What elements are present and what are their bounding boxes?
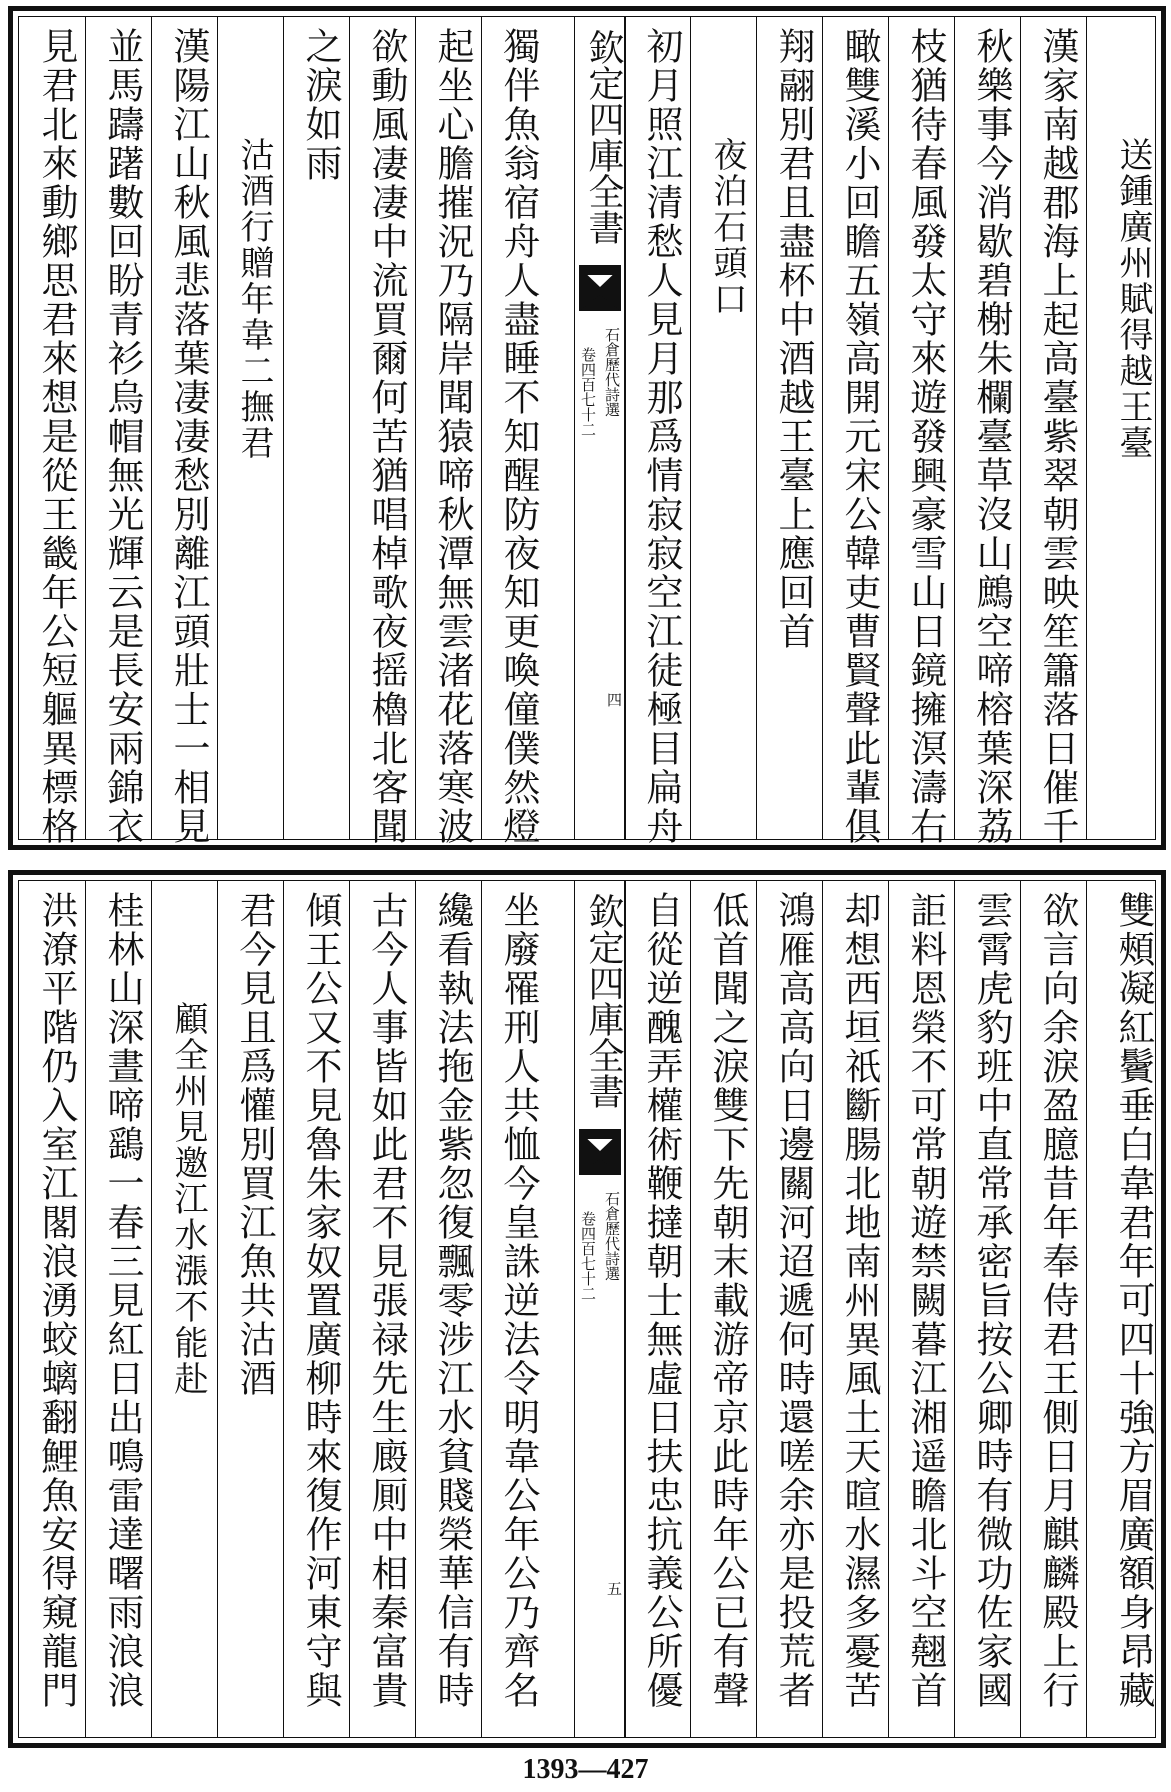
text-column	[690, 881, 756, 1737]
fish-tail-ornament	[579, 265, 621, 311]
page-footer-number: 1393—427	[522, 1754, 649, 1785]
upper-page-frame	[18, 16, 1156, 846]
column-text: 翔翮別君且盡杯中酒越王臺上應回首	[772, 27, 815, 651]
center-title: 欽定四庫全書	[583, 29, 624, 245]
center-volume: 卷四百七十二	[579, 1211, 597, 1301]
center-page-number: 四	[605, 692, 623, 707]
column-text: 枝猶待春風發太守來遊發興豪雪山日鏡擁溟濤右	[904, 27, 947, 846]
center-volume: 卷四百七十二	[579, 347, 597, 437]
column-text: 見君北來動鄉思君來想是從王畿年公短軀異標格	[35, 27, 78, 846]
text-column	[888, 881, 954, 1737]
column-text: 漢陽江山秋風悲落葉凄凄愁別離江頭壯士一相見	[167, 27, 210, 846]
text-column	[888, 17, 954, 846]
text-column	[822, 881, 888, 1737]
fish-tail-ornament	[579, 1129, 621, 1175]
column-text: 低首聞之淚雙下先朝末載游帝京此時年公已有聲	[706, 891, 749, 1710]
column-text: 纔看執法拖金紫忽復飄零涉江水貧賤榮華信有時	[431, 891, 474, 1710]
poem-title: 沽酒行贈年韋二撫君	[234, 137, 274, 461]
text-column	[283, 881, 349, 1737]
column-text: 雙頰凝紅鬢垂白韋君年可四十強方眉廣額身昂藏	[1112, 891, 1155, 1710]
text-column	[954, 881, 1020, 1737]
poem-title: 顧全州見邀江水漲不能赴	[168, 1001, 208, 1397]
column-text: 初月照江清愁人見月那爲情寂寂空江徒極目扁舟	[640, 27, 683, 846]
column-text: 欲動風凄凄中流買爾何苦猶唱棹歌夜摇櫓北客聞	[365, 27, 408, 846]
lower-page-frame	[18, 880, 1156, 1738]
column-text: 獨伴魚翁宿舟人盡睡不知醒防夜知更喚僮僕然燈	[497, 27, 540, 846]
center-fold	[574, 17, 626, 839]
column-text: 瞰雙溪小回瞻五嶺高開元宋公韓吏曹賢聲此輩俱	[838, 27, 881, 846]
column-text: 欲言向余淚盈臆昔年奉侍君王側日月麒麟殿上行	[1036, 891, 1079, 1710]
text-column	[283, 17, 349, 839]
column-text: 並馬躊躇數回盼青衫烏帽無光輝云是長安兩錦衣	[101, 27, 144, 846]
upper-page	[8, 6, 1166, 850]
text-column	[415, 881, 481, 1737]
column-text: 起坐心膽摧況乃隔岸聞猿啼秋潭無雲渚花落寒波	[431, 27, 474, 846]
center-book-name: 石倉歷代詩選	[603, 327, 621, 417]
column-text: 君今見且爲懽別買江魚共沽酒	[233, 891, 276, 1398]
text-column	[624, 17, 690, 846]
text-column	[1020, 881, 1086, 1737]
column-text: 雲霄虎豹班中直常承密旨按公卿時有微功佐家國	[970, 891, 1013, 1710]
text-column	[1020, 17, 1086, 846]
column-text: 坐廢罹刑人共恤今皇誅逆法令明韋公年公乃齊名	[497, 891, 540, 1710]
text-column	[85, 17, 151, 846]
text-column	[217, 881, 283, 1737]
column-text: 之淚如雨	[299, 27, 342, 183]
column-text: 古今人事皆如此君不見張禄先生廄厠中相秦富貴	[365, 891, 408, 1710]
text-column	[19, 881, 85, 1737]
text-column	[217, 17, 283, 839]
text-column	[481, 17, 547, 846]
text-column	[349, 881, 415, 1737]
column-text: 桂林山深晝啼鷂一春三見紅日出鳴雷達曙雨浪浪	[101, 891, 144, 1710]
poem-title: 送鍾廣州賦得越王臺	[1113, 137, 1153, 461]
center-book-name: 石倉歷代詩選	[603, 1191, 621, 1281]
text-column	[822, 17, 888, 846]
text-column	[756, 17, 822, 839]
text-column	[954, 17, 1020, 846]
text-column	[151, 17, 217, 846]
text-column	[481, 881, 547, 1737]
text-column	[1086, 17, 1162, 839]
column-text: 傾王公又不見魯朱家奴置廣柳時來復作河東守與	[299, 891, 342, 1710]
column-text: 洪潦平階仍入室江閣浪湧蛟螭翻鯉魚安得窺龍門	[35, 891, 78, 1710]
text-column	[1086, 881, 1162, 1737]
column-text: 自從逆醜弄權術鞭撻朝士無虛日扶忠抗義公所優	[640, 891, 683, 1710]
column-text: 漢家南越郡海上起高臺紫翠朝雲映笙簫落日催千	[1036, 27, 1079, 846]
poem-title: 夜泊石頭口	[707, 137, 747, 317]
center-fold	[574, 881, 626, 1737]
lower-page	[8, 870, 1166, 1748]
text-column	[349, 17, 415, 846]
center-title: 欽定四庫全書	[583, 893, 624, 1109]
text-column	[624, 881, 690, 1737]
text-column	[756, 881, 822, 1737]
column-text: 鴻雁高高向日邊關河迢遞何時還嗟余亦是投荒者	[772, 891, 815, 1710]
column-text: 却想西垣祇斷腸北地南州異風土天暄水濕多憂苦	[838, 891, 881, 1710]
column-text: 秋樂事今消歇碧榭朱欄臺草沒山鷓空啼榕葉深荔	[970, 27, 1013, 846]
column-text: 詎料恩榮不可常朝遊禁闕暮江湘遥瞻北斗空翹首	[904, 891, 947, 1710]
text-column	[85, 881, 151, 1737]
text-column	[19, 17, 85, 846]
text-column	[151, 881, 217, 1737]
text-column	[690, 17, 756, 839]
text-column	[415, 17, 481, 846]
center-page-number: 五	[605, 1581, 623, 1596]
